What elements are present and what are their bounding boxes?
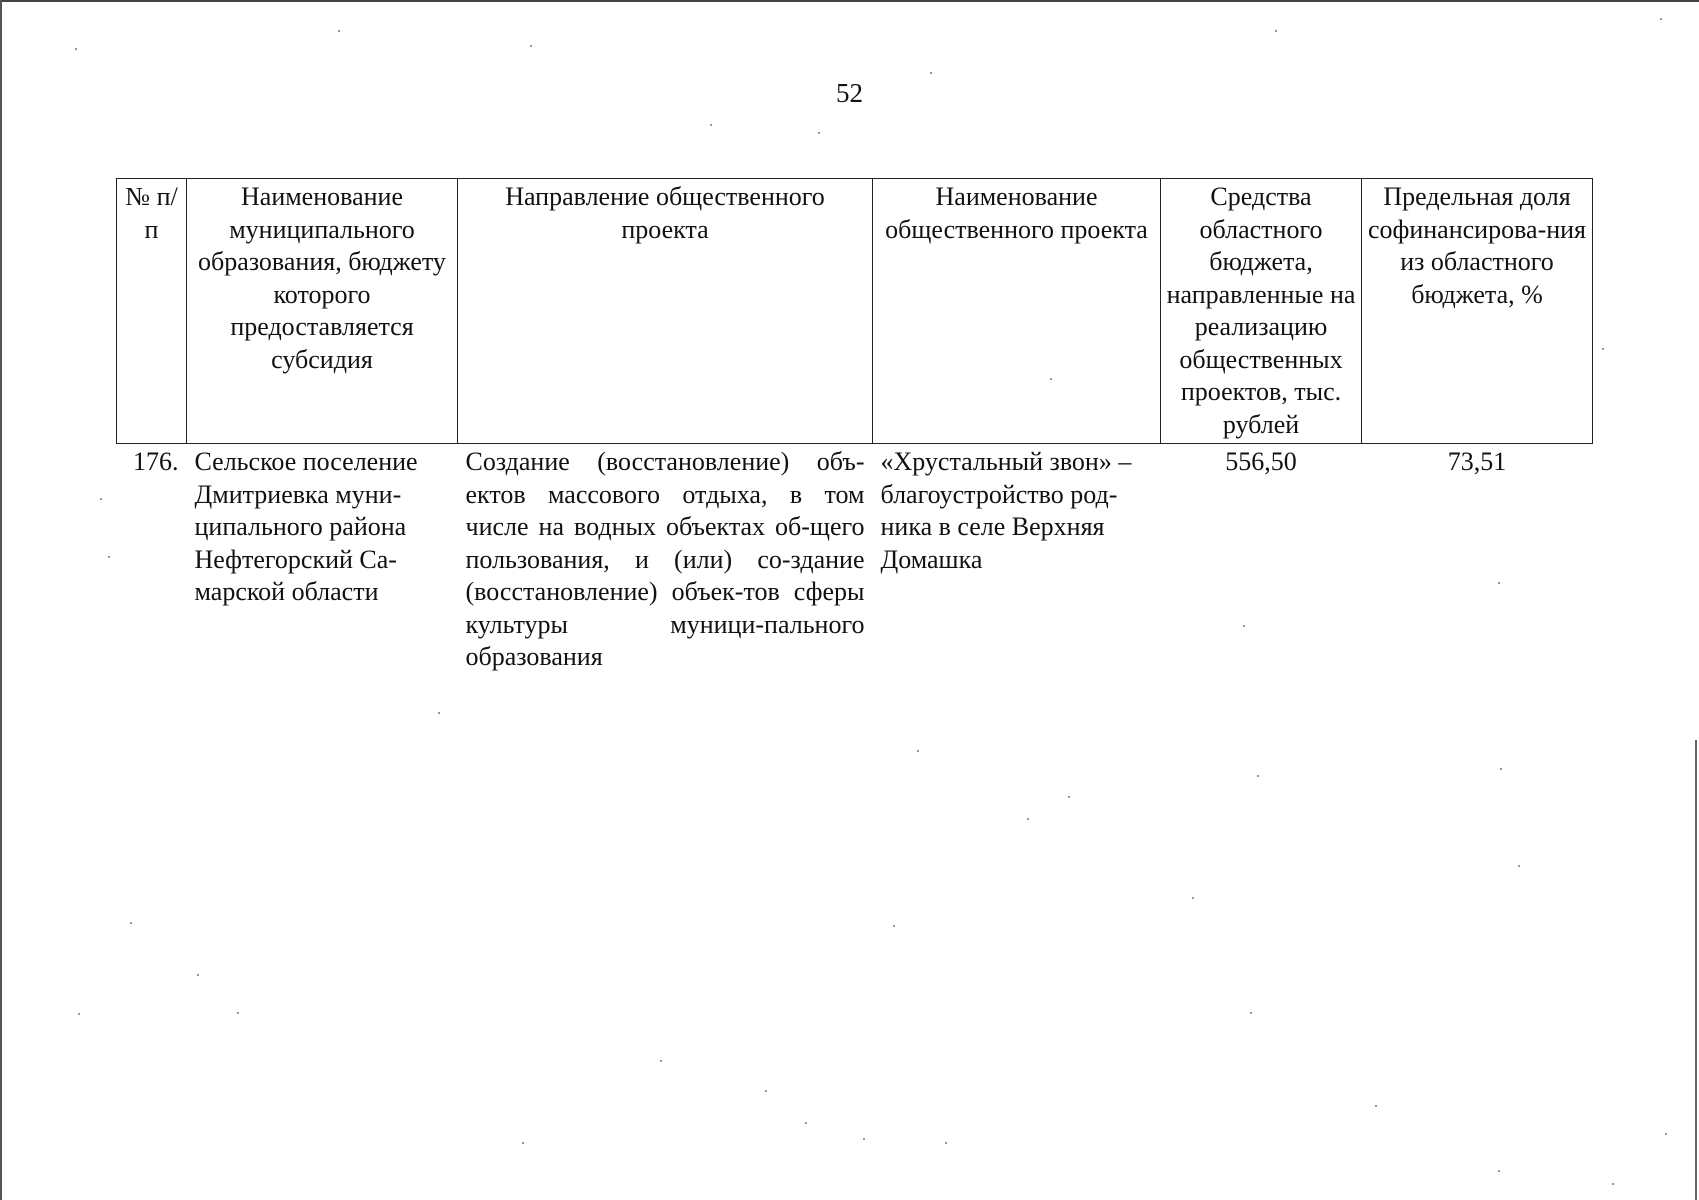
scan-speck (78, 1013, 80, 1015)
scan-speck (893, 925, 895, 927)
scan-speck (237, 1012, 239, 1014)
scan-speck (1068, 796, 1070, 798)
table-header-row (117, 179, 1593, 444)
row-municipality: Сельское поселение Дмитриевка муни-ципального района Нефтегорский Са-марской области (194, 447, 418, 606)
scan-speck (1500, 768, 1502, 770)
scan-speck (930, 72, 932, 74)
scan-speck (917, 750, 919, 752)
scan-speck (1050, 378, 1052, 380)
header-project-direction: Направление общественного проекта (458, 179, 873, 444)
header-budget-funds: Средства областного бюджета, направленные на реализацию общественных проектов, тыс. рублей (1161, 179, 1362, 444)
scan-speck (1518, 865, 1520, 867)
scan-speck (945, 1142, 947, 1144)
row-number: 176. (133, 447, 179, 476)
scan-speck (100, 498, 102, 500)
subsidy-table (116, 178, 1593, 674)
scan-speck (338, 30, 340, 32)
scan-speck (1612, 1183, 1614, 1185)
header-project-name: Наименование общественного проекта (873, 179, 1161, 444)
scan-speck (1602, 348, 1604, 350)
scan-speck (197, 974, 199, 976)
scan-speck (1498, 1170, 1500, 1172)
scan-speck (1250, 1012, 1252, 1014)
scan-speck (1257, 775, 1259, 777)
scan-speck (660, 1060, 662, 1062)
scan-speck (130, 922, 132, 924)
scan-speck (75, 48, 77, 50)
scan-speck (805, 1122, 807, 1124)
header-number: № п/п (117, 179, 187, 444)
scan-speck (522, 1142, 524, 1144)
row-cofinancing-share: 73,51 (1447, 447, 1507, 476)
header-cofinancing-share: Предельная доля софинансирова-ния из областного бюджета, % (1362, 179, 1593, 444)
scan-speck (1192, 897, 1194, 899)
scan-speck (863, 1138, 865, 1140)
scan-edge-top (0, 0, 1699, 2)
scan-edge-left (0, 0, 2, 1200)
header-municipality: Наименование муниципального образования, бюджету которого предоставляется субсидия (187, 179, 458, 444)
scan-speck (710, 124, 712, 126)
scan-speck (818, 132, 820, 134)
page-number: 52 (836, 78, 863, 108)
scan-speck (1665, 1133, 1667, 1135)
scan-speck (1275, 30, 1277, 32)
scan-speck (438, 712, 440, 714)
scan-speck (1660, 18, 1662, 20)
scan-speck (1375, 1105, 1377, 1107)
row-project-name: «Хрустальный звон» – благоустройство род-ника в селе Верхняя Домашка (880, 447, 1132, 574)
row-budget-funds: 556,50 (1225, 447, 1297, 476)
scan-speck (765, 1090, 767, 1092)
table-row (117, 444, 1593, 674)
scan-edge-right (1695, 740, 1697, 1200)
scan-speck (1027, 818, 1029, 820)
scan-speck (108, 556, 110, 558)
scan-speck (1243, 625, 1245, 627)
row-project-direction: Создание (восстановление) объ-ектов массового отдыха, в том числе на водных объектах об-щего пользования, и (или) со-здание (восстановление) объек-тов сферы культуры муници-пального образования (465, 447, 865, 671)
scan-speck (530, 45, 532, 47)
subsidy-table-container (116, 178, 1593, 674)
scan-speck (1498, 582, 1500, 584)
